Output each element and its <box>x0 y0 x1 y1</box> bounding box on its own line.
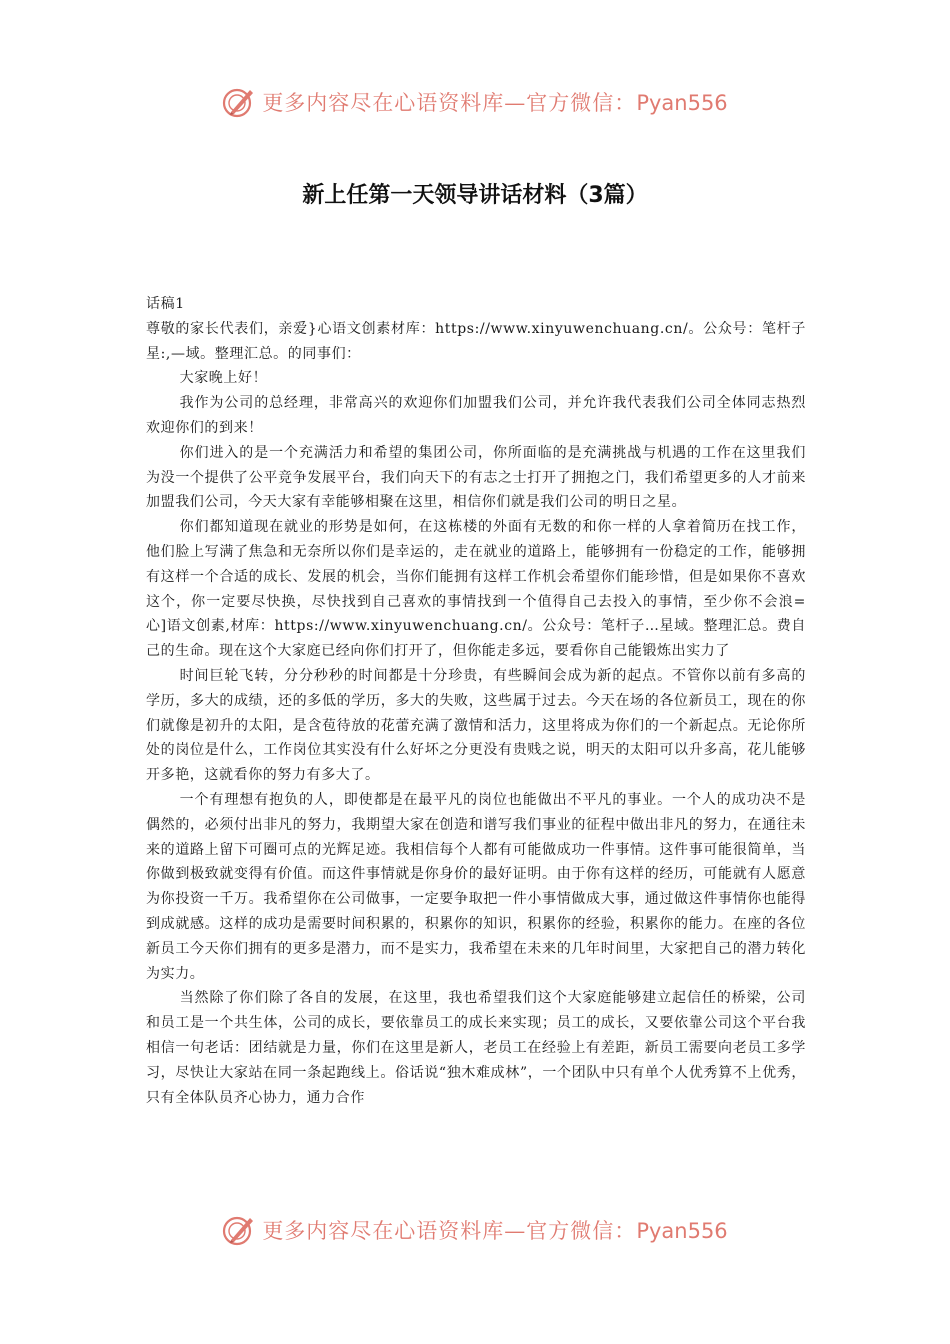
paragraph-5: 你们都知道现在就业的形势是如何，在这栋楼的外面有无数的和你一样的人拿着简历在找工作，他们脸上写满了焦急和无奈所以你们是幸运的，走在就业的道路上，能够拥有一份稳定的工作，能够拥有这样一个合适的成长、发展的机会，当你们能拥有这样工作机会希望你们能珍惜，但是如果你不喜欢这个，你一定要尽快换，尽快找到自己喜欢的事情找到一个值得自己去投入的事情，至少你不会浪=心]语文创素,材库：https://www.xinyuwenchuang.cn/。公众号：笔杆子…星域。整理汇总。费自己的生命。现在这个大家庭已经向你们打开了，但你能走多远，要看你自己能锻炼出实力了 <box>146 519 806 660</box>
banner-text <box>262 1215 727 1245</box>
pen-logo-icon <box>222 85 256 119</box>
banner-text <box>262 87 727 117</box>
header-watermark-banner <box>0 80 950 124</box>
paragraph-2: 大家晚上好！ <box>179 370 268 387</box>
paragraph-6: 时间巨轮飞转，分分秒秒的时间都是十分珍贵，有些瞬间会成为新的起点。不管你以前有多高的学历，多大的成绩，还的多低的学历，多大的失败，这些属于过去。今天在场的各位新员工，现在的你们就像是初升的太阳，是含苞待放的花蕾充满了激情和活力，这里将成为你们的一个新起点。无论你所处的岗位是什么，工作岗位其实没有什么好坏之分更没有贵贱之说，明天的太阳可以升多高，花儿能够开多艳，这就看你的努力有多大了。 <box>146 667 806 784</box>
section-heading: 话稿1 <box>146 296 185 312</box>
paragraph-3: 我作为公司的总经理，非常高兴的欢迎你们加盟我们公司，并允许我代表我们公司全体同志热烈欢迎你们的到来！ <box>146 395 806 436</box>
document-title: 新上任第一天领导讲话材料（3篇） <box>302 183 648 208</box>
paragraph-7: 一个有理想有抱负的人，即使都是在最平凡的岗位也能做出不平凡的事业。一个人的成功决不是偶然的，必须付出非凡的努力，我期望大家在创造和谱写我们事业的征程中做出非凡的努力，在通往未来的道路上留下可圈可点的光辉足迹。我相信每个人都有可能做成功一件事情。这件事可能很简单，当你做到极致就变得有价值。而这件事情就是你身价的最好证明。由于你有这样的经历，可能就有人愿意为你投资一千万。我希望你在公司做事，一定要争取把一件小事情做成大事，通过做这件事情你也能得到成就感。这样的成功是需要时间积累的，积累你的知识，积累你的经验，积累你的能力。在座的各位新员工今天你们拥有的更多是潜力，而不是实力，我希望在未来的几年时间里，大家把自己的潜力转化为实力。 <box>146 791 806 982</box>
document-body <box>146 292 806 1110</box>
paragraph-8: 当然除了你们除了各自的发展，在这里，我也希望我们这个大家庭能够建立起信任的桥梁，公司和员工是一个共生体，公司的成长，要依靠员工的成长来实现；员工的成长，又要依靠公司这个平台我相信一句老话：团结就是力量，你们在这里是新人，老员工在经验上有差距，新员工需要向老员工多学习，尽快让大家站在同一条起跑线上。俗话说“独木难成林”，一个团队中只有单个人优秀算不上优秀，只有全体队员齐心协力，通力合作 <box>146 990 806 1106</box>
paragraph-1: 尊敬的家长代表们，亲爱}心语文创素材库：https://www.xinyuwenchuang.cn/。公众号：笔杆子星:,—域。整理汇总。的同事们： <box>146 320 806 362</box>
paragraph-4: 你们进入的是一个充满活力和希望的集团公司，你所面临的是充满挑战与机遇的工作在这里我们为没一个提供了公平竞争发展平台，我们向天下的有志之士打开了拥抱之门，我们希望更多的人才前来加盟我们公司，今天大家有幸能够相聚在这里，相信你们就是我们公司的明日之星。 <box>146 444 806 511</box>
banner-text-cn: 更多内容尽在心语资料库—官方微信： <box>262 1219 637 1243</box>
pen-logo-icon <box>222 1213 256 1247</box>
banner-wechat-id: Pyan556 <box>636 1219 728 1243</box>
banner-text-cn: 更多内容尽在心语资料库—官方微信： <box>262 91 637 115</box>
banner-wechat-id: Pyan556 <box>636 91 728 115</box>
footer-watermark-banner <box>0 1208 950 1252</box>
